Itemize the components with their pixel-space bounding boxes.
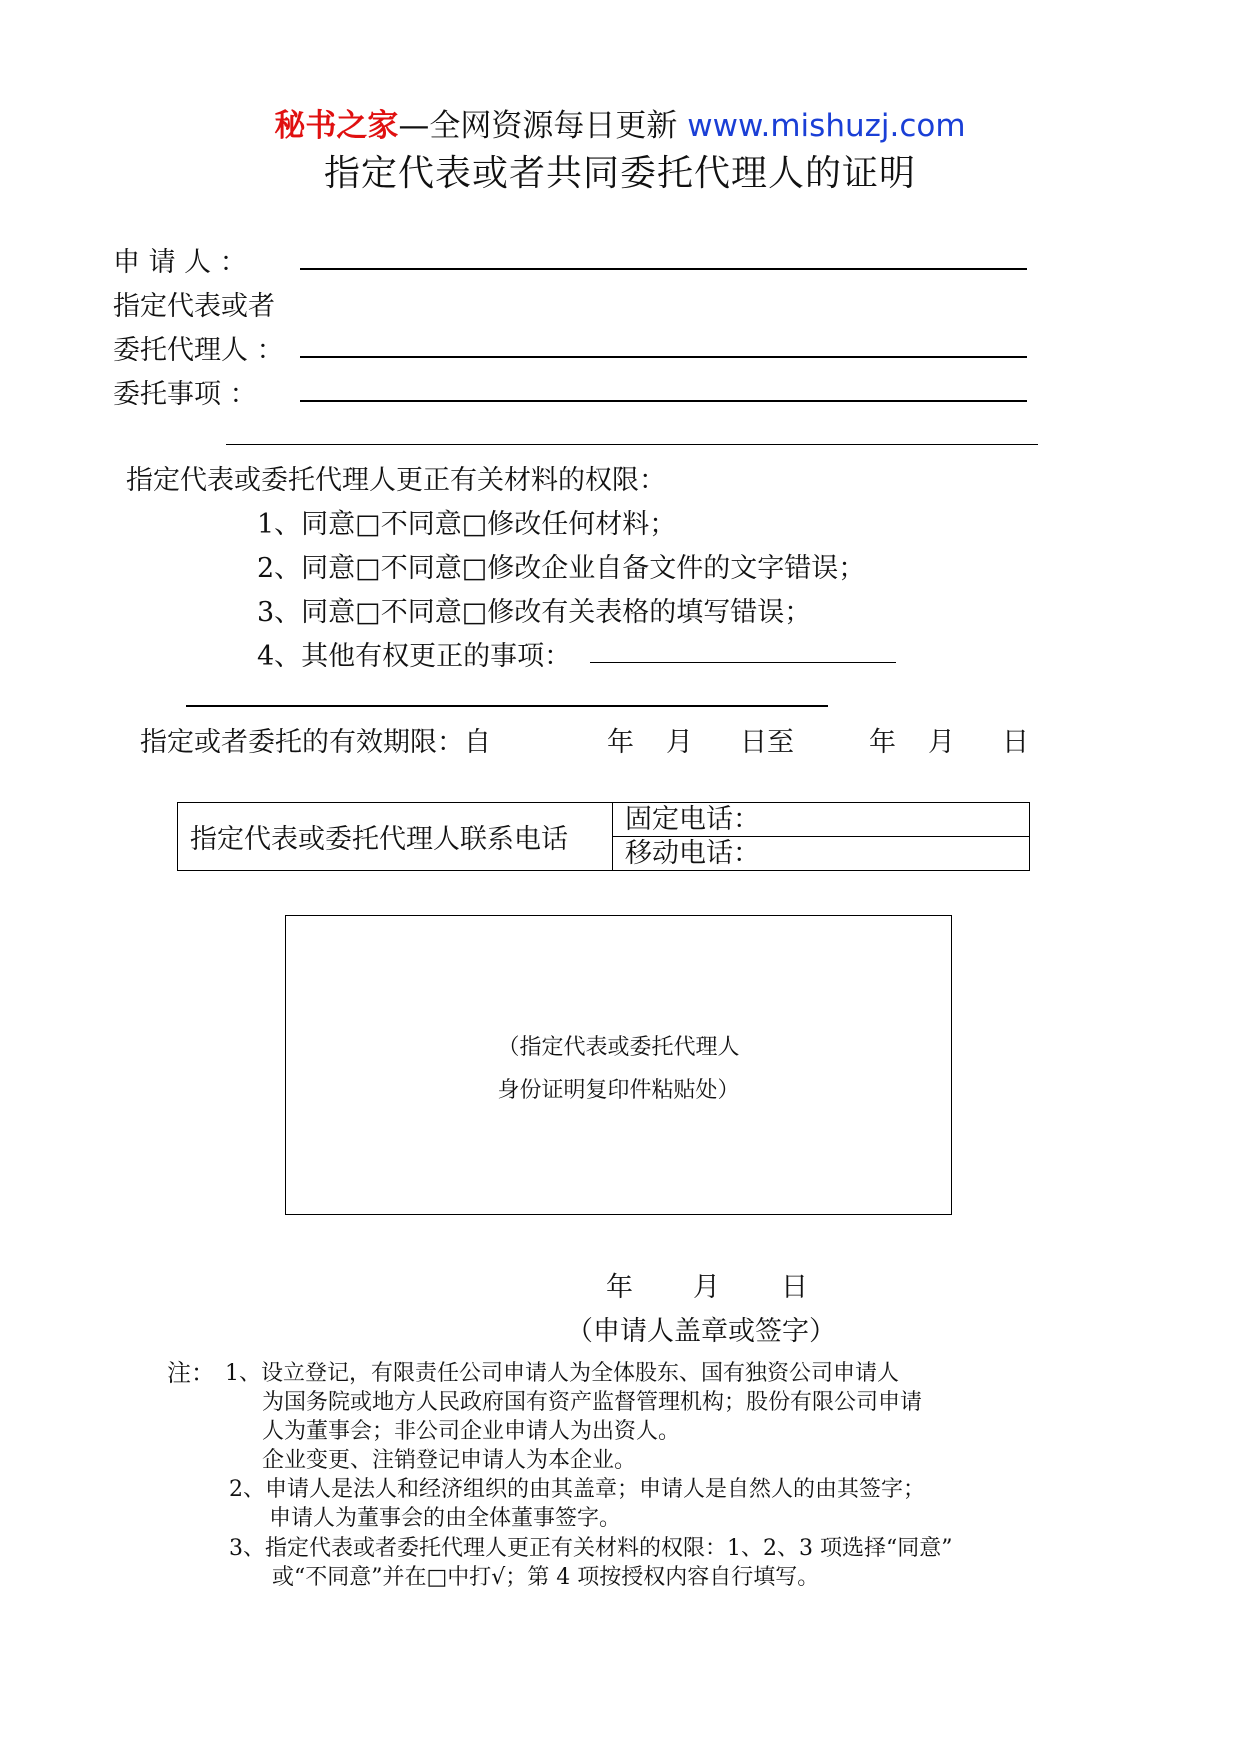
- note-line-8: 或“不同意”并在□中打√；第 4 项按授权内容自行填写。: [272, 1565, 820, 1590]
- permission-item-4: 4、其他有权更正的事项：: [257, 641, 572, 672]
- document-title: 指定代表或者共同委托代理人的证明: [323, 153, 916, 194]
- applicant-fill-line[interactable]: [300, 268, 1027, 270]
- note-line-2: 为国务院或地方人民政府国有资产监督管理机构；股份有限公司申请: [262, 1390, 923, 1415]
- designated-label-line2: 委托代理人 ：: [113, 335, 284, 366]
- other-matters-fill-line[interactable]: [590, 662, 896, 663]
- signature-month: 月: [693, 1272, 720, 1303]
- note-line-1: 1、设立登记，有限责任公司申请人为全体股东、国有独资公司申请人: [225, 1361, 899, 1386]
- validity-day-2: 日: [1002, 727, 1029, 758]
- mobile-field[interactable]: 移动电话：: [613, 837, 1030, 871]
- validity-year-2: 年: [869, 727, 896, 758]
- site-banner: [0, 100, 1240, 145]
- id-copy-paste-area: [285, 915, 952, 1215]
- banner-slogan: —全网资源每日更新: [398, 108, 678, 144]
- designated-label-line1: 指定代表或者: [113, 291, 275, 322]
- id-copy-caption-line1: （指定代表或委托代理人: [497, 1035, 740, 1060]
- notes-prefix: 注：: [167, 1359, 215, 1387]
- matter-fill-line[interactable]: [300, 400, 1027, 402]
- contact-table: [177, 802, 1030, 871]
- permissions-heading: 指定代表或委托代理人更正有关材料的权限：: [126, 465, 666, 496]
- permission-item-1: 1、同意□不同意□修改任何材料；: [257, 509, 677, 540]
- signature-day: 日: [781, 1272, 808, 1303]
- note-line-5: 2、申请人是法人和经济组织的由其盖章；申请人是自然人的由其签字；: [229, 1477, 925, 1502]
- permission-item-2: 2、同意□不同意□修改企业自备文件的文字错误；: [257, 553, 866, 584]
- signature-year: 年: [606, 1272, 633, 1303]
- note-line-4: 企业变更、注销登记申请人为本企业。: [262, 1448, 637, 1473]
- note-line-7: 3、指定代表或者委托代理人更正有关材料的权限：1、2、3 项选择“同意”: [229, 1536, 953, 1561]
- id-copy-caption-line2: 身份证明复印件粘贴处）: [497, 1078, 740, 1103]
- designated-fill-line[interactable]: [300, 356, 1027, 358]
- signature-caption: （申请人盖章或签字）: [566, 1316, 836, 1347]
- brand-name: 秘书之家: [274, 108, 399, 144]
- validity-year-1: 年: [607, 727, 634, 758]
- other-matters-fill-line-2[interactable]: [186, 705, 828, 707]
- validity-month-2: 月: [928, 727, 955, 758]
- contact-label: 指定代表或委托代理人联系电话: [178, 803, 613, 871]
- extra-fill-line[interactable]: [226, 444, 1038, 445]
- landline-field[interactable]: 固定电话：: [613, 803, 1030, 837]
- banner-url[interactable]: www.mishuzj.com: [687, 108, 966, 144]
- matter-label: 委托事项 ：: [113, 379, 257, 410]
- note-line-3: 人为董事会；非公司企业申请人为出资人。: [262, 1419, 681, 1444]
- applicant-label: 申 请 人 ：: [113, 247, 247, 278]
- validity-label: 指定或者委托的有效期限：自: [140, 727, 491, 758]
- note-line-6: 申请人为董事会的由全体董事签字。: [269, 1506, 622, 1531]
- permission-item-3: 3、同意□不同意□修改有关表格的填写错误；: [257, 597, 812, 628]
- validity-day-to: 日至: [740, 727, 794, 758]
- validity-month-1: 月: [666, 727, 693, 758]
